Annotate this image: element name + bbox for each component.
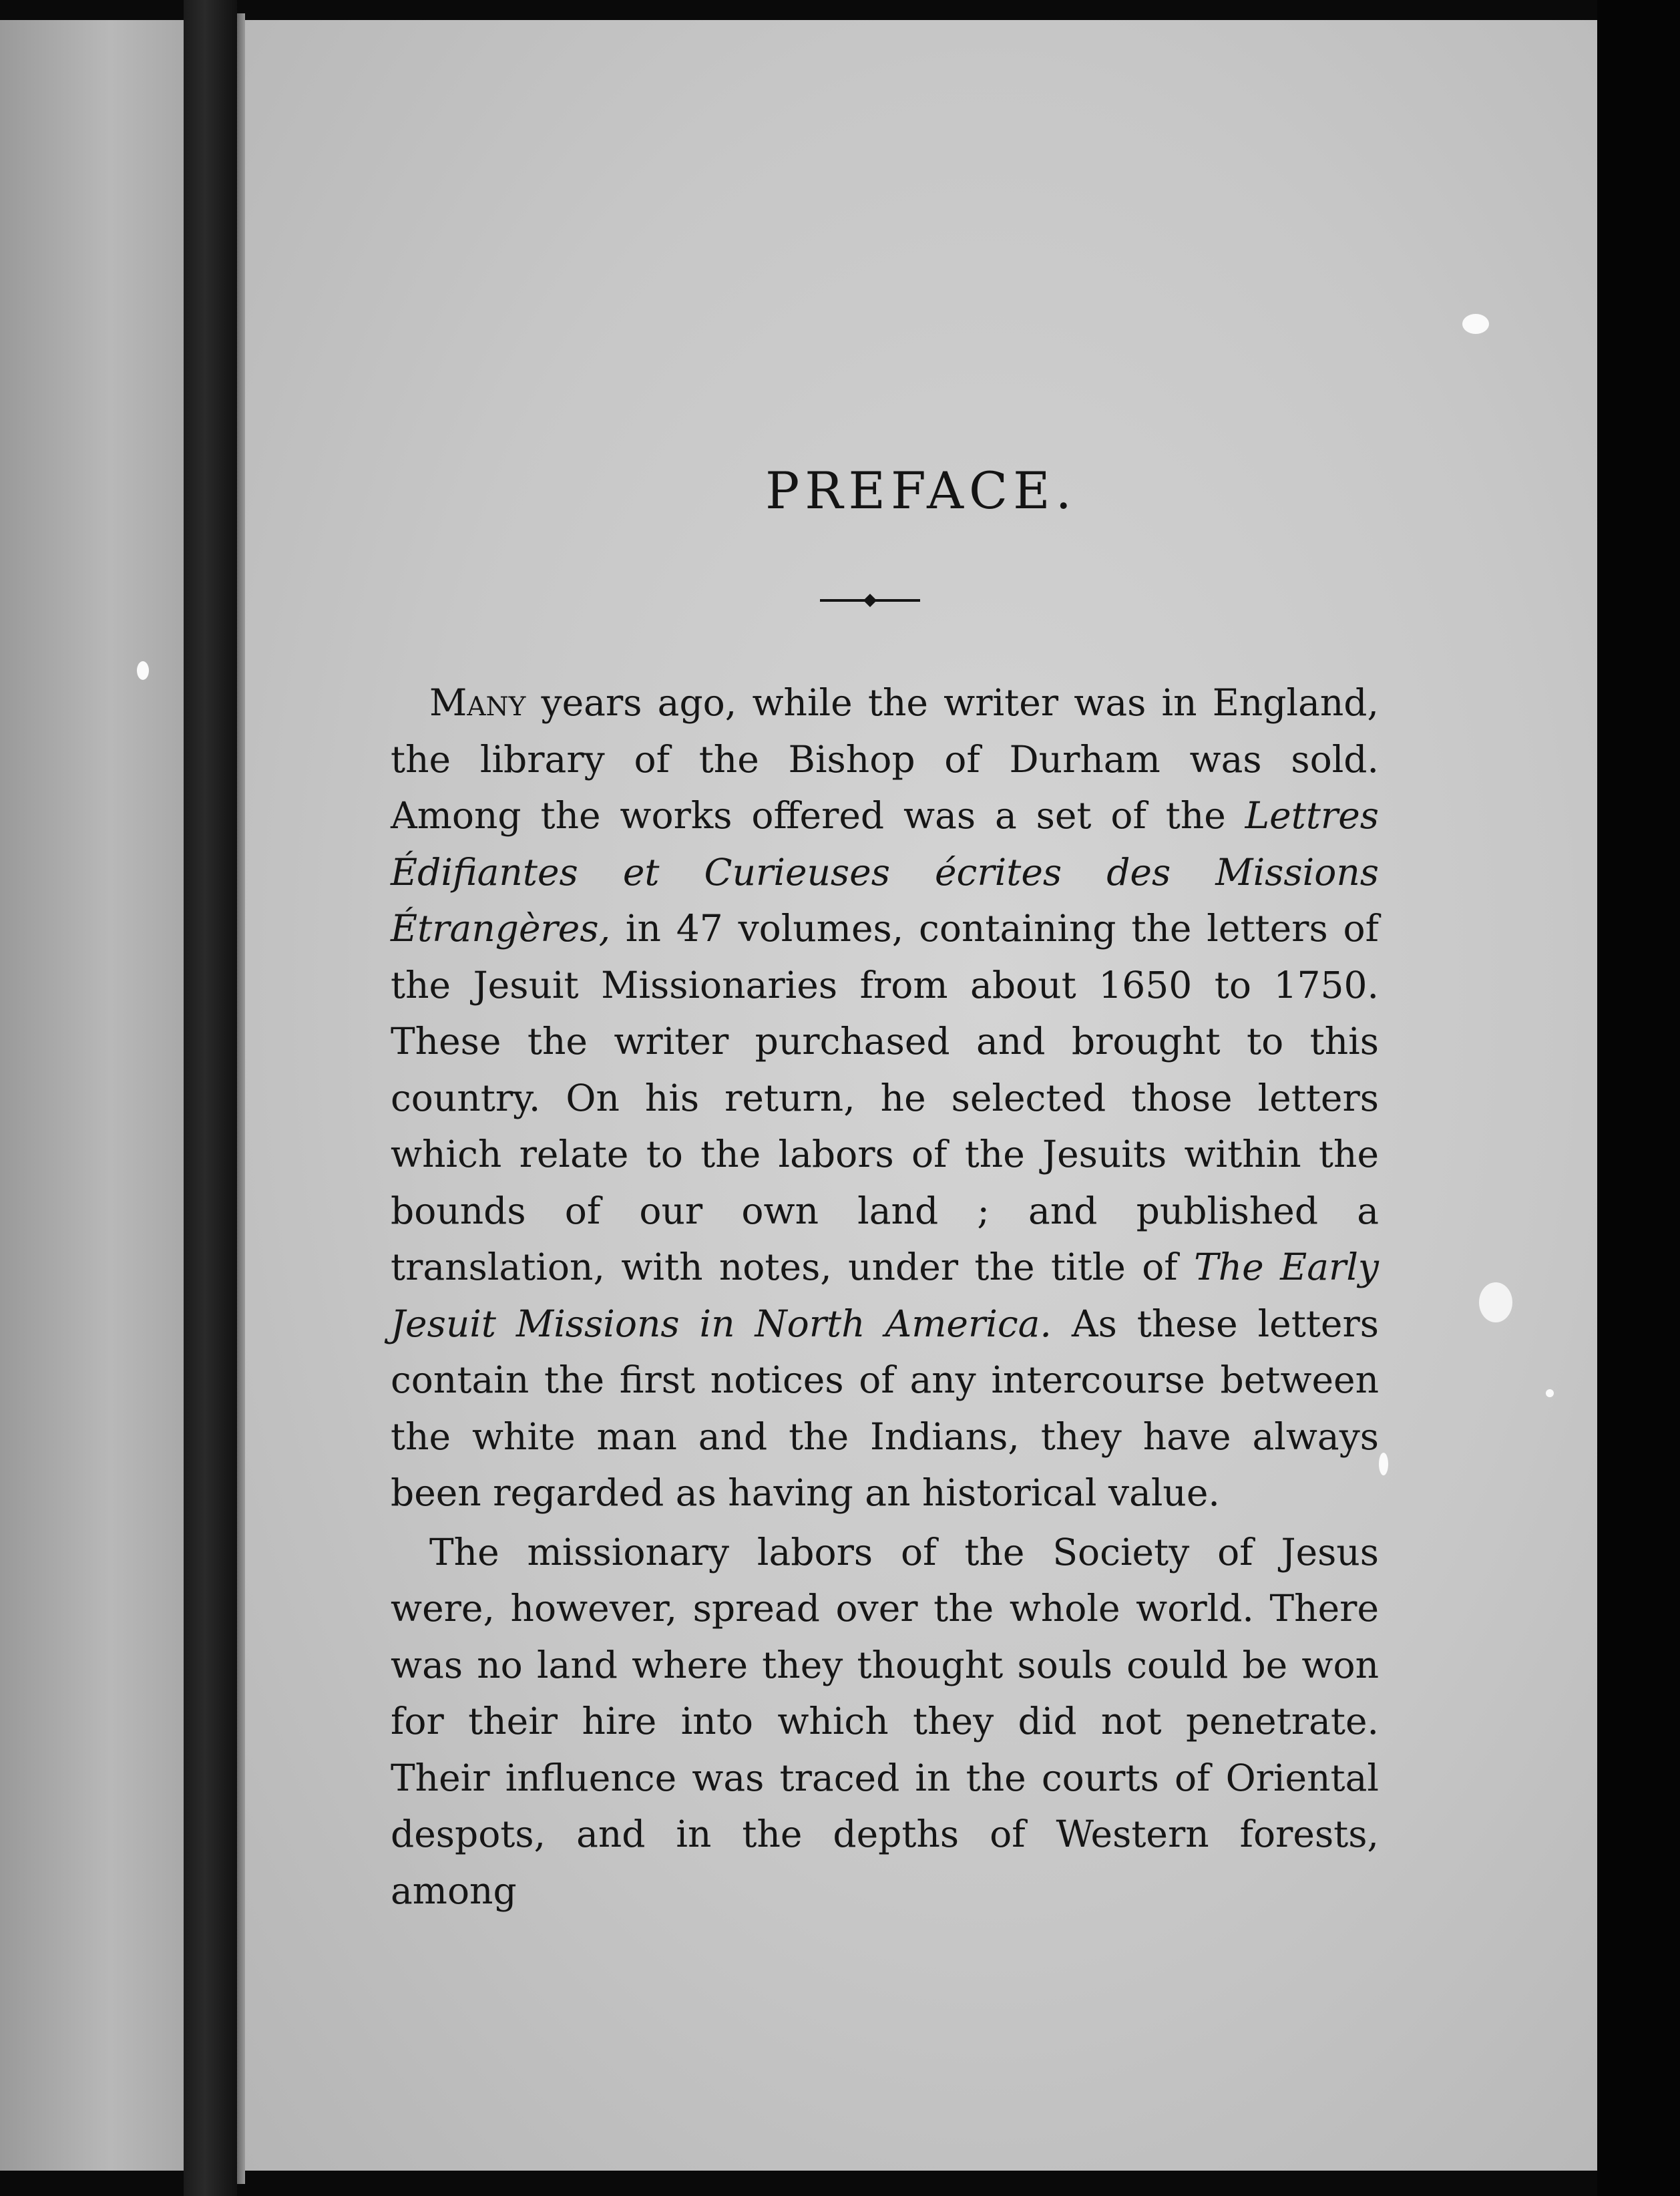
scan-border — [1597, 0, 1680, 2196]
text-run: The missionary labors of the Society of Jesus were, however, spread over the whole world. There was no land where they thought souls could be won for their hire into which they did not penetrate. Their influence was traced in the courts of Oriental despots, and in the depths of Western forests, among — [391, 1530, 1379, 1912]
paragraph — [391, 675, 1379, 1521]
dust-speck — [137, 661, 149, 680]
binding-edge — [237, 13, 245, 2184]
dust-speck — [1546, 1389, 1554, 1397]
text-run: in 47 volumes, containing the letters of the Jesuit Missionaries from about 1650 to 1750. These the writer purchased and brought to this country. On his return, he selected those letters which relate to the labors of the Jesuits within the bounds of our own land ; and published a translation, with notes, under the title of — [391, 907, 1379, 1288]
page-title: PREFACE. — [765, 461, 1077, 520]
paragraph — [391, 1524, 1379, 1919]
text-run: Lettres Édifiantes et Curieuses écrites des Missions Étrangères, — [391, 794, 1379, 950]
text-run: The Early Jesuit Missions in North America. — [391, 1246, 1379, 1345]
book-binding — [184, 0, 237, 2196]
dust-speck — [1379, 1453, 1388, 1475]
dust-speck — [1462, 314, 1489, 334]
text-run: years ago, while the writer was in England, the library of the Bishop of Durham was sold. Among the works offered was a set of the — [391, 681, 1379, 837]
facing-page-edge — [0, 20, 184, 2171]
divider-ornament-icon — [820, 590, 920, 610]
text-run: As these letters contain the first notices of any intercourse between the white man and the Indians, they have always been regarded as having an historical value. — [391, 1302, 1379, 1514]
text-run: Many — [429, 681, 526, 724]
dust-speck — [1479, 1282, 1512, 1322]
body-text — [391, 675, 1379, 1919]
